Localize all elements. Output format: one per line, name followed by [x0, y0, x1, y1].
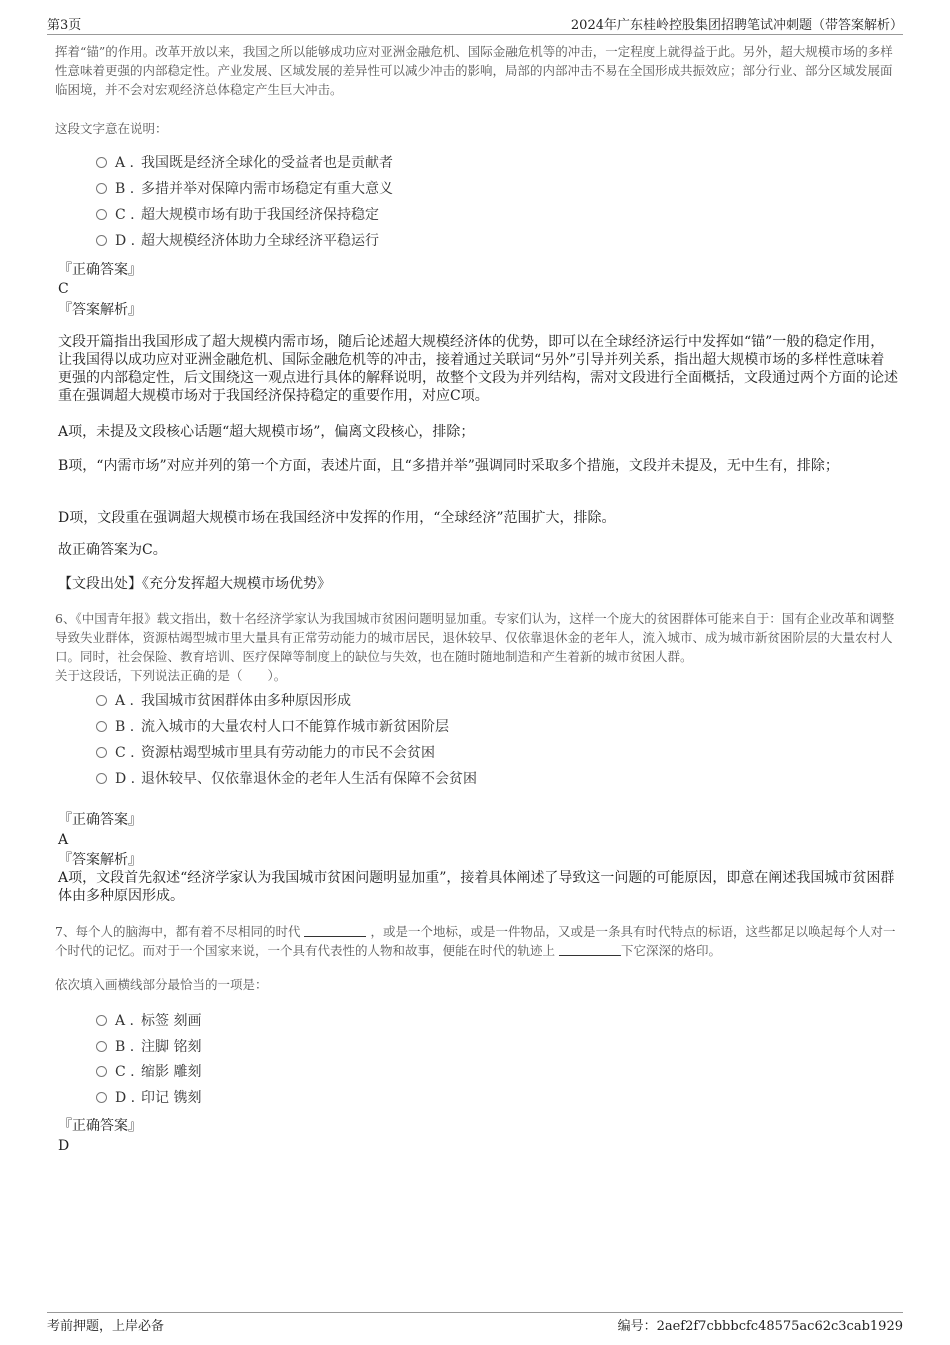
radio-icon[interactable]	[96, 209, 107, 220]
document-id: 编号：2aef2f7cbbbcfc48575ac62c3cab1929	[617, 1319, 903, 1334]
q7-stem: 依次填入画横线部分最恰当的一项是：	[55, 977, 268, 992]
page-number: 第3页	[47, 18, 82, 33]
radio-icon[interactable]	[96, 235, 107, 246]
radio-icon[interactable]	[96, 721, 107, 732]
radio-icon[interactable]	[96, 695, 107, 706]
radio-icon[interactable]	[96, 747, 107, 758]
page-footer	[47, 1312, 903, 1337]
q6-analysis: A项，文段首先叙述“经济学家认为我国城市贫困问题明显加重”，接着具体阐述了导致这一问题的可能原因，即意在阐述我国城市贫困群体由多种原因形成。	[58, 870, 895, 904]
q6-passage: 6、《中国青年报》载文指出，数十名经济学家认为我国城市贫困问题明显加重。专家们认为，这样一个庞大的贫困群体可能来自于：国有企业改革和调整导致失业群体，资源枯竭型城市里大量具有正常劳动能力的城市居民，退休较早、仅依靠退休金的老年人，流入城市、成为城市新贫困阶层的大量农村人口。同时，社会保险、教育培训、医疗保障等制度上的缺位与失效，也在随时随地制造和产生着新的城市贫困人群。	[55, 611, 895, 664]
page-header	[47, 12, 903, 35]
q7-option-d[interactable]: D . 印记 镌刻	[96, 1088, 201, 1108]
fill-blank-1	[304, 924, 366, 937]
radio-icon[interactable]	[96, 1015, 107, 1026]
q5-analysis-label: 『答案解析』	[58, 302, 142, 318]
radio-icon[interactable]	[96, 183, 107, 194]
q7-option-c[interactable]: C . 缩影 雕刻	[96, 1062, 201, 1082]
q6-analysis-label: 『答案解析』	[58, 852, 142, 868]
q7-answer-label: 『正确答案』	[58, 1118, 142, 1134]
q6-option-a[interactable]: A . 我国城市贫困群体由多种原因形成	[96, 691, 351, 711]
q6-answer-label: 『正确答案』	[58, 812, 142, 828]
q5-answer-label: 『正确答案』	[58, 262, 142, 278]
q5-explain-b: B项，“内需市场”对应并列的第一个方面，表述片面，且“多措并举”强调同时采取多个措施，文段并未提及，无中生有，排除；	[58, 458, 839, 474]
q5-explain-d: D项，文段重在强调超大规模市场在我国经济中发挥的作用，“全球经济”范围扩大，排除。	[58, 510, 616, 526]
radio-icon[interactable]	[96, 1092, 107, 1103]
q5-stem: 这段文字意在说明：	[55, 121, 168, 136]
footer-slogan: 考前押题，上岸必备	[47, 1319, 165, 1334]
q5-source: 【文段出处】《充分发挥超大规模市场优势》	[58, 576, 331, 592]
q5-answer: C	[58, 281, 69, 297]
q5-option-a[interactable]: A . 我国既是经济全球化的受益者也是贡献者	[96, 153, 393, 173]
radio-icon[interactable]	[96, 157, 107, 168]
radio-icon[interactable]	[96, 1041, 107, 1052]
q6-option-c[interactable]: C . 资源枯竭型城市里具有劳动能力的市民不会贫困	[96, 743, 435, 763]
radio-icon[interactable]	[96, 773, 107, 784]
q7-option-a[interactable]: A . 标签 刻画	[96, 1011, 201, 1031]
q5-explain-a: A项，未提及文段核心话题“超大规模市场”，偏离文段核心，排除；	[58, 424, 475, 440]
q5-analysis: 文段开篇指出我国形成了超大规模内需市场，随后论述超大规模经济体的优势，即可以在全球经济运行中发挥如“锚”一般的稳定作用，让我国得以成功应对亚洲金融危机、国际金融危机等的冲击，接着通过关联词“另外”引导并列关系，指出超大规模市场的多样性意味着更强的内部稳定性，后文围绕这一观点进行具体的解释说明，故整个文段为并列结构，需对文段进行全面概括，文段通过两个方面的论述重在强调超大规模市场对于我国经济保持稳定的重要作用，对应C项。	[58, 334, 898, 404]
fill-blank-2	[559, 943, 621, 956]
document-title: 2024年广东桂岭控股集团招聘笔试冲刺题（带答案解析）	[570, 18, 903, 33]
q6-answer: A	[58, 832, 69, 848]
q6-option-b[interactable]: B . 流入城市的大量农村人口不能算作城市新贫困阶层	[96, 717, 449, 737]
q7-passage: 7、每个人的脑海中，都有着不尽相同的时代 ，或是一个地标，或是一件物品，又或是一条具有时代特点的标语，这些都足以唤起每个人对一个时代的记忆。而对于一个国家来说，一个具有代表性的人物和故事，便能在时代的轨迹上 下它深深的烙印。	[55, 924, 896, 958]
q6-option-d[interactable]: D . 退休较早、仅依靠退休金的老年人生活有保障不会贫困	[96, 769, 477, 789]
q6-stem: 关于这段话，下列说法正确的是（ ）。	[55, 668, 287, 683]
q5-option-c[interactable]: C . 超大规模市场有助于我国经济保持稳定	[96, 205, 379, 225]
q5-option-d[interactable]: D . 超大规模经济体助力全球经济平稳运行	[96, 231, 379, 251]
radio-icon[interactable]	[96, 1066, 107, 1077]
q7-option-b[interactable]: B . 注脚 铭刻	[96, 1037, 201, 1057]
q5-conclusion: 故正确答案为C。	[58, 542, 167, 558]
q5-option-b[interactable]: B . 多措并举对保障内需市场稳定有重大意义	[96, 179, 393, 199]
q7-answer: D	[58, 1138, 70, 1154]
q5-passage: 挥着“锚”的作用。改革开放以来，我国之所以能够成功应对亚洲金融危机、国际金融危机等的冲击，一定程度上就得益于此。另外，超大规模市场的多样性意味着更强的内部稳定性。产业发展、区域发展的差异性可以减少冲击的影响，局部的内部冲击不易在全国形成共振效应；部分行业、部分区域发展面临困境，并不会对宏观经济总体稳定产生巨大冲击。	[55, 44, 893, 97]
